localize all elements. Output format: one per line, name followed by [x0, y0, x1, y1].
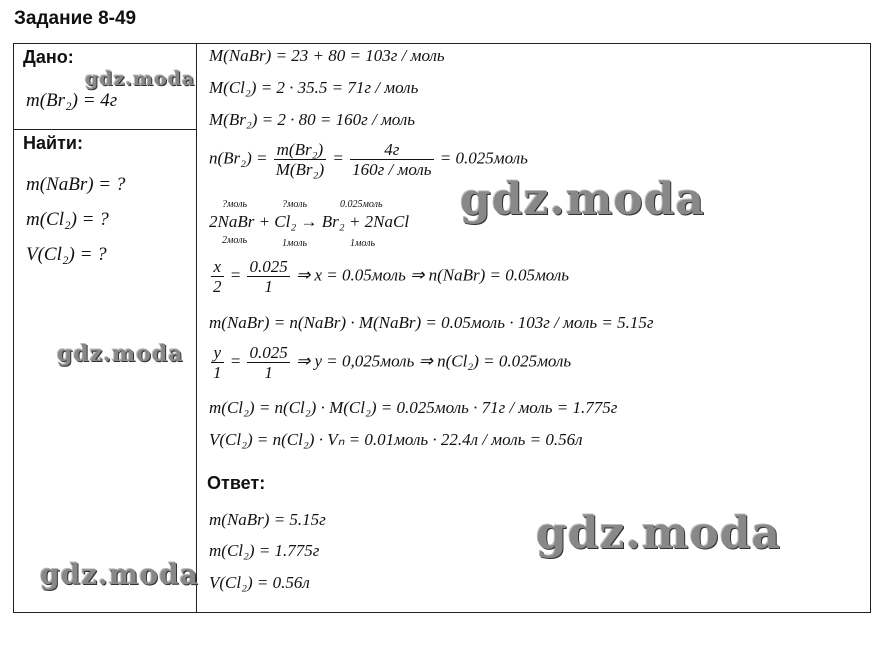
eq-annotation-top: ?моль — [282, 199, 308, 210]
reaction-equation: 2NaBr + Cl₂ → Br₂ + 2NaCl — [209, 212, 410, 231]
watermark: gdz.moda — [57, 341, 184, 367]
find-header: Найти: — [23, 133, 83, 153]
molar-mass-nabr: M(NaBr) = 23 + 80 = 103г / моль — [209, 46, 445, 65]
watermark: gdz.moda — [536, 508, 782, 559]
answer-mass-nabr: m(NaBr) = 5.15г — [209, 510, 326, 529]
eq-annotation-top: 0.025моль — [340, 199, 383, 210]
fraction-numerator: y — [211, 343, 224, 363]
fraction-x-over-2 — [211, 257, 224, 296]
fraction-values — [350, 140, 433, 179]
equals-sign: = — [229, 351, 242, 371]
mass-nabr-calc: m(NaBr) = n(NaBr) · M(NaBr) = 0.05моль · 103г / моль = 5.15г — [209, 313, 654, 332]
eq-annotation-bottom: 1моль — [282, 238, 308, 249]
fraction-numerator: x — [211, 257, 224, 277]
watermark: gdz.moda — [85, 68, 196, 90]
fraction-denominator: 2 — [213, 277, 222, 296]
proportion-x-result: ⇒ x = 0.05моль ⇒ n(NaBr) = 0.05моль — [295, 265, 570, 285]
find-item-mass-nabr: m(NaBr) = ? — [26, 174, 126, 195]
fraction-mass-over-molar — [274, 140, 326, 179]
equals-sign: = — [229, 265, 242, 285]
mass-cl2-calc: m(Cl₂) = n(Cl₂) · M(Cl₂) = 0.025моль · 71г / моль = 1.775г — [209, 398, 618, 417]
volume-cl2-calc: V(Cl₂) = n(Cl₂) · Vₙ = 0.01моль · 22.4л / моль = 0.56л — [209, 430, 583, 449]
fraction-denominator: 1 — [264, 363, 273, 382]
fraction-numerator: 0.025 — [249, 343, 288, 362]
given-header: Дано: — [23, 47, 74, 67]
find-item-volume-cl2: V(Cl₂) = ? — [26, 244, 107, 265]
proportion-x — [209, 257, 569, 296]
proportion-y-result: ⇒ y = 0,025моль ⇒ n(Cl₂) = 0.025моль — [295, 351, 572, 371]
moles-br2-result: = 0.025моль — [439, 148, 528, 168]
eq-annotation-bottom: 2моль — [222, 235, 248, 246]
molar-mass-cl2: M(Cl₂) = 2 · 35.5 = 71г / моль — [209, 78, 419, 97]
fraction-denominator: M(Br₂) — [275, 160, 325, 179]
fraction-numerator: 4г — [350, 140, 433, 160]
task-title: Задание 8-49 — [14, 8, 137, 29]
fraction-denominator: 1 — [264, 277, 273, 296]
answer-volume-cl2: V(Cl₂) = 0.56л — [209, 573, 310, 592]
moles-br2-left: n(Br₂) = — [209, 148, 268, 168]
eq-annotation-top: ?моль — [222, 199, 248, 210]
proportion-y — [209, 343, 571, 382]
molar-mass-br2: M(Br₂) = 2 · 80 = 160г / моль — [209, 110, 416, 129]
answer-mass-cl2: m(Cl₂) = 1.775г — [209, 541, 320, 560]
fraction-denominator: 1 — [213, 363, 222, 382]
answer-header: Ответ: — [207, 473, 266, 493]
given-item: m(Br₂) = 4г — [26, 90, 118, 111]
eq-annotation-bottom: 1моль — [350, 238, 376, 249]
fraction-numerator: m(Br₂) — [274, 140, 326, 160]
fraction-ratio — [247, 257, 289, 296]
equals-sign: = — [332, 148, 344, 168]
watermark: gdz.moda — [40, 558, 199, 591]
given-find-divider — [13, 129, 197, 130]
find-item-mass-cl2: m(Cl₂) = ? — [26, 209, 109, 230]
watermark: gdz.moda — [460, 174, 706, 225]
fraction-denominator: 160г / моль — [352, 160, 432, 179]
fraction-ratio — [247, 343, 289, 382]
fraction-numerator: 0.025 — [249, 257, 288, 276]
fraction-y-over-1 — [211, 343, 224, 382]
